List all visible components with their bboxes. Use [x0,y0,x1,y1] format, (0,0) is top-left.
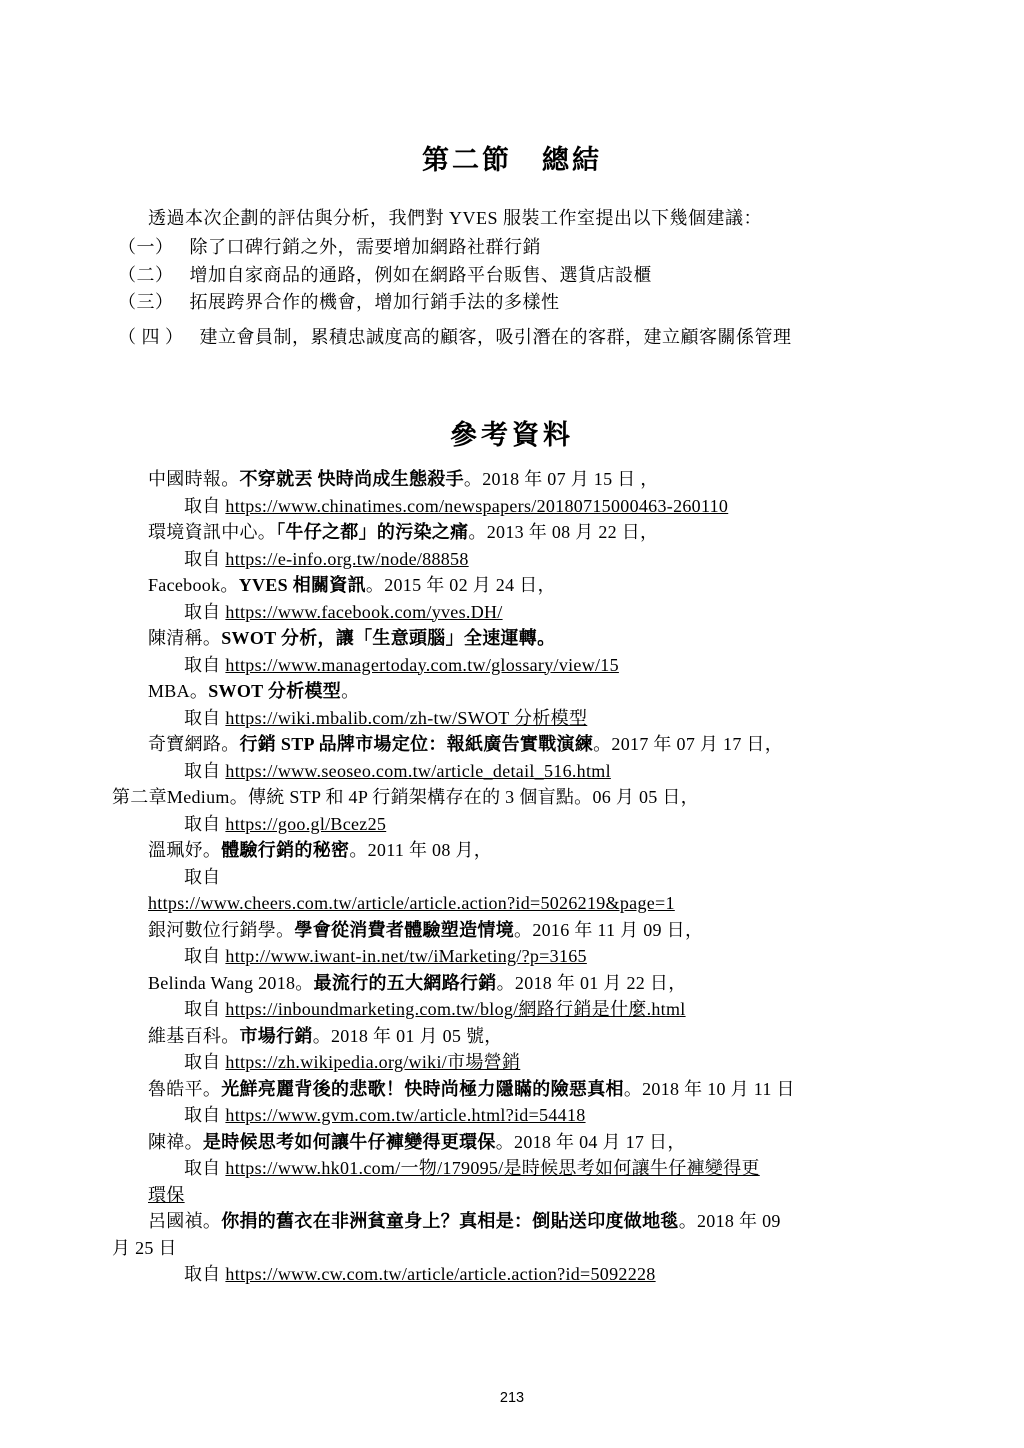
reference-entry [112,1076,912,1129]
reference-text: 取自 [184,1264,226,1284]
reference-line [112,1049,912,1076]
reference-text: SWOT 分析模型 [208,681,342,701]
reference-text: 。2015 年 02 月 24 日， [365,575,556,595]
reference-link[interactable]: https://www.chinatimes.com/newspapers/20180715000463-260110 [225,495,729,516]
reference-entry [112,970,912,1023]
reference-line [112,1261,912,1288]
reference-text: YVES 相關資訊 [238,575,366,595]
reference-entry [112,678,912,731]
reference-text: 銀河數位行銷學。 [148,919,295,940]
reference-link[interactable]: https://www.hk01.com/一物/179095/是時候思考如何讓牛仔褲變得更 [225,1158,760,1178]
reference-text: 取自 [184,1105,226,1125]
reference-line [112,546,912,573]
reference-text: 奇寶網路。 [148,734,240,754]
reference-line [112,970,912,997]
references-title: 參考資料 [450,420,574,450]
reference-text: 第二章Medium。傳統 STP 和 4P 行銷架構存在的 3 個盲點。06 月 05 日， [112,787,699,807]
reference-line [112,1155,912,1182]
suggestion-number: （一） [118,237,174,257]
section-title: 第二節 總結 [422,145,602,175]
reference-text: 體驗行銷的秘密 [221,840,350,860]
reference-text: 取自 [184,999,226,1019]
reference-text: 月 25 日 [112,1237,177,1258]
reference-text: 。2018 年 01 月 05 號， [312,1025,503,1046]
reference-line [112,466,912,493]
reference-line [112,837,912,864]
reference-line [112,705,912,732]
suggestion-text: 增加自家商品的通路，例如在網路平台販售、選貨店設櫃 [189,264,652,285]
reference-text: 行銷 STP 品牌市場定位：報紙廣告實戰演練 [239,734,594,754]
reference-text: 。 [341,681,360,701]
reference-line [112,625,912,652]
reference-text: 。2018 年 09 [678,1211,781,1231]
reference-line [112,1129,912,1156]
reference-text: 。2018 年 01 月 22 日， [496,972,687,993]
reference-text: 是時候思考如何讓牛仔褲變得更環保 [202,1131,496,1152]
suggestion-text: 建立會員制，累積忠誠度高的顧客，吸引潛在的客群，建立顧客關係管理 [199,326,792,347]
reference-link[interactable]: https://e-info.org.tw/node/88858 [225,548,469,569]
reference-line [112,1182,912,1209]
reference-text: 最流行的五大網路行銷 [313,972,497,993]
reference-text: 環境資訊中心。 [148,522,277,542]
reference-line [112,1076,912,1103]
reference-line [112,1023,912,1050]
suggestion-number: （三） [118,292,174,312]
reference-line [112,493,912,520]
reference-entry [112,519,912,572]
suggestion-text: 拓展跨界合作的機會，增加行銷手法的多樣性 [189,292,560,312]
reference-line [112,996,912,1023]
reference-line [112,864,912,891]
reference-text: 取自 [184,866,221,887]
reference-text: 陳禕。 [148,1131,203,1152]
reference-link[interactable]: http://www.iwant-in.net/tw/iMarketing/?p=3165 [225,946,587,966]
suggestions-list [112,234,912,351]
reference-text: 魯皓平。 [148,1078,222,1099]
reference-link[interactable]: https://www.managertoday.com.tw/glossary/view/15 [225,654,619,675]
reference-text: 取自 [184,760,226,781]
suggestion-number: （二） [118,264,174,285]
reference-entry [112,784,912,837]
reference-line [112,1235,912,1262]
reference-entry [112,466,912,519]
intro-paragraph: 透過本次企劃的評估與分析，我們對 YVES 服裝工作室提出以下幾個建議： [148,208,763,228]
reference-entry [112,731,912,784]
reference-line [112,758,912,785]
reference-text: 「牛仔之都」的污染之痛 [276,522,469,542]
page-number: 213 [499,1390,525,1406]
reference-line [112,599,912,626]
reference-link[interactable]: https://www.cw.com.tw/article/article.action?id=5092228 [225,1264,656,1284]
reference-text: 陳清稱。 [148,628,222,648]
reference-text: 市場行銷 [239,1025,313,1046]
reference-text: 中國時報。 [148,469,240,489]
reference-text: 學會從消費者體驗塑造情境 [294,919,515,940]
reference-text: 取自 [184,1052,226,1072]
reference-text: 取自 [184,495,226,516]
reference-text: SWOT 分析，讓「生意頭腦」全速運轉。 [221,628,556,648]
suggestion-text: 除了口碑行銷之外，需要增加網路社群行銷 [189,237,541,257]
reference-line [112,1208,912,1235]
reference-text: 。2017 年 07 月 17 日， [593,734,784,754]
reference-line [112,572,912,599]
reference-text: 你捐的舊衣在非洲貧童身上？真相是：倒貼送印度做地毯 [221,1211,679,1231]
reference-text: 。2018 年 07 月 15 日 ， [463,469,659,489]
reference-line [112,890,912,917]
reference-text: 取自 [184,601,226,622]
reference-text: Belinda Wang 2018。 [148,972,314,993]
reference-link[interactable]: https://www.cheers.com.tw/article/article.action?id=5026219&page=1 [148,893,675,913]
reference-text: 。2011 年 08 月， [349,840,493,860]
reference-line [112,1102,912,1129]
reference-line [112,678,912,705]
reference-line [112,652,912,679]
reference-link[interactable]: https://www.facebook.com/yves.DH/ [225,601,503,622]
reference-entry [112,837,912,917]
reference-link[interactable]: 環保 [148,1184,185,1205]
reference-text: 溫珮妤。 [148,840,222,860]
reference-entry [112,1129,912,1209]
reference-text: 。2016 年 11 月 09 日， [514,919,704,940]
reference-link[interactable]: https://wiki.mbalib.com/zh-tw/SWOT 分析模型 [225,707,588,728]
reference-text: 光鮮亮麗背後的悲歌！快時尚極力隱瞞的險惡真相 [221,1078,624,1099]
reference-link[interactable]: https://goo.gl/Bcez25 [225,813,387,834]
reference-entry [112,572,912,625]
reference-text: 取自 [184,1158,226,1178]
reference-text: 不穿就丟 快時尚成生態殺手 [239,469,464,489]
reference-line [112,731,912,758]
reference-text: 取自 [184,707,226,728]
reference-line [112,917,912,944]
suggestion-item [112,262,912,290]
suggestion-item [112,289,912,317]
reference-text: MBA。 [148,681,209,701]
reference-text: 取自 [184,946,226,966]
reference-text: 呂國禎。 [148,1211,222,1231]
reference-text: 取自 [184,654,226,675]
reference-text: 取自 [184,813,226,834]
reference-text: 。2018 年 04 月 17 日， [495,1131,686,1152]
reference-link[interactable]: https://www.seoseo.com.tw/article_detail_516.html [225,760,611,781]
reference-line [112,943,912,970]
reference-text: 取自 [184,548,226,569]
reference-text: 。2013 年 08 月 22 日， [468,522,659,542]
reference-line [112,811,912,838]
reference-entry [112,917,912,970]
reference-line [112,784,912,811]
reference-link[interactable]: https://inboundmarketing.com.tw/blog/網路行銷是什麼.html [225,999,686,1019]
reference-line [112,519,912,546]
reference-entry [112,1208,912,1288]
reference-entry [112,625,912,678]
reference-link[interactable]: https://zh.wikipedia.org/wiki/市場營銷 [225,1052,521,1072]
reference-entry [112,1023,912,1076]
references-list [112,466,912,1288]
reference-text: 。2018 年 10 月 11 日 [623,1078,795,1099]
reference-text: 維基百科。 [148,1025,240,1046]
reference-link[interactable]: https://www.gvm.com.tw/article.html?id=54418 [225,1105,586,1125]
suggestion-number: （ 四 ） [118,326,184,347]
suggestion-item [112,324,912,352]
suggestion-item [112,234,912,262]
reference-text: Facebook。 [148,575,239,595]
